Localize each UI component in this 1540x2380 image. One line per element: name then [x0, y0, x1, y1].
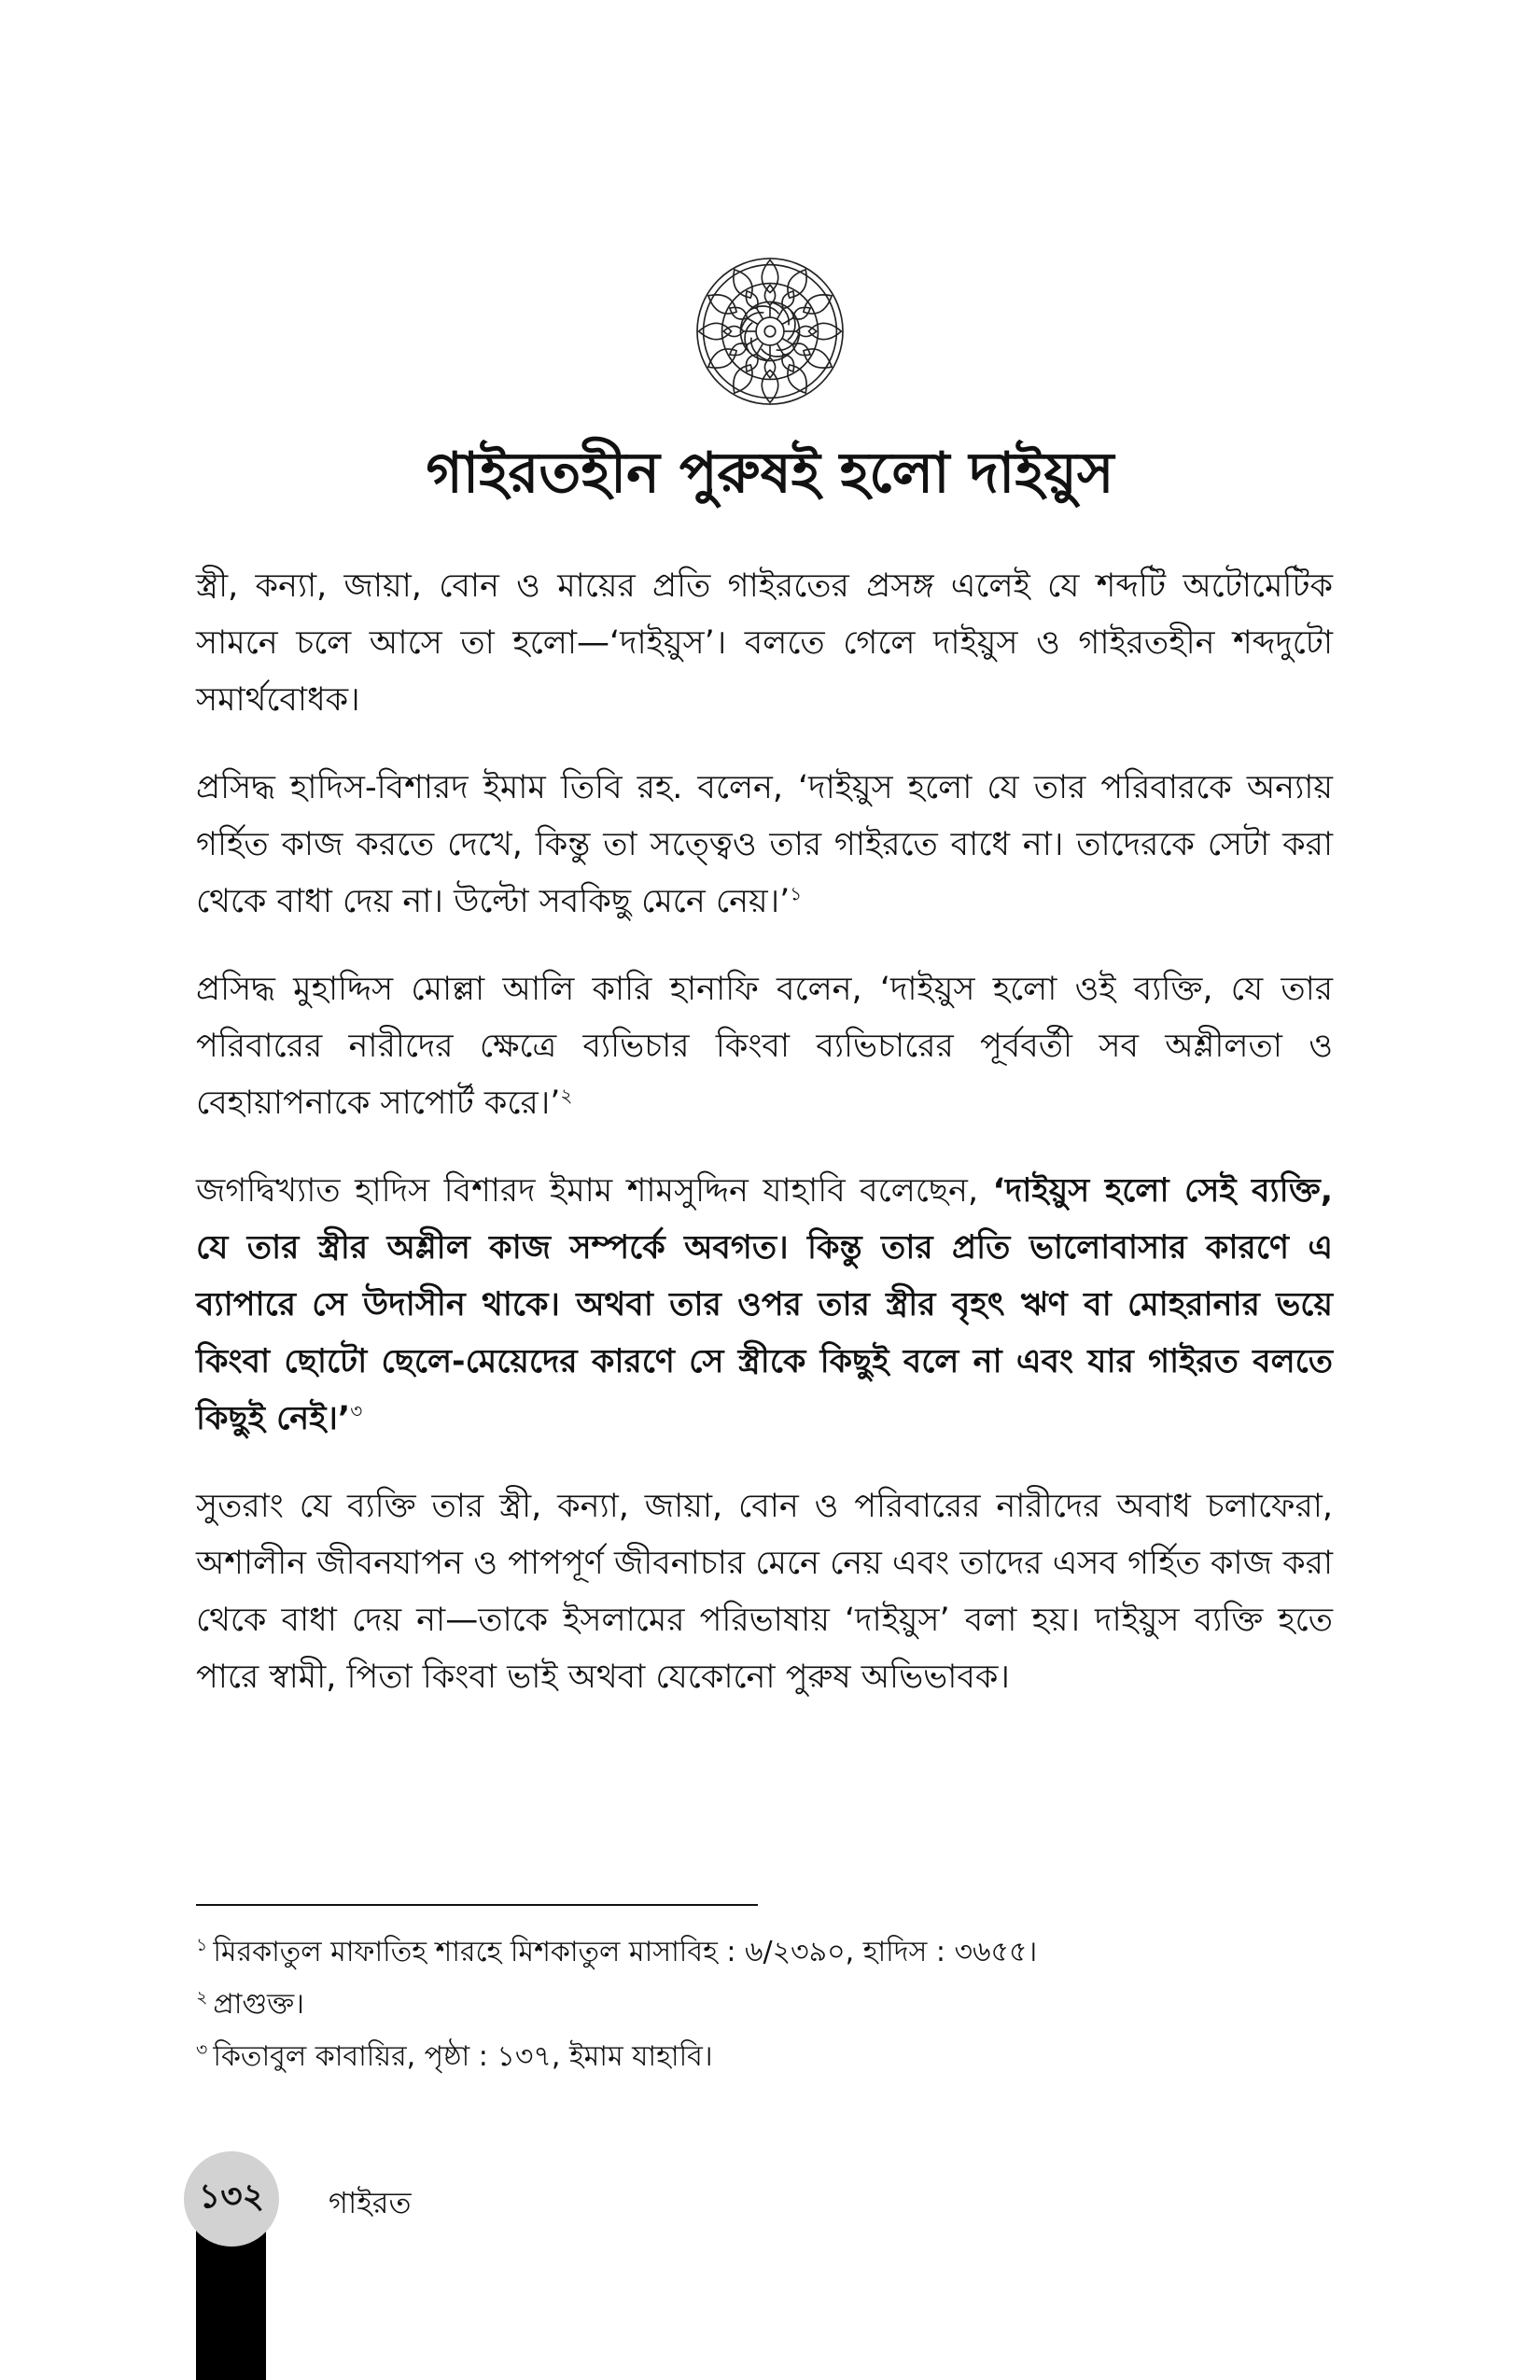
- footnote-divider: [196, 1904, 758, 1906]
- footnote-text: মিরকাতুল মাফাতিহ শারহে মিশকাতুল মাসাবিহ : ৬/২৩৯০, হাদিস : ৩৬৫৫।: [213, 1936, 1038, 1968]
- paragraph-3: [196, 961, 1333, 1132]
- footnote-ref-3: ৩: [350, 1399, 363, 1422]
- footnote-2: [196, 1979, 1333, 2031]
- running-head: গাইরত: [329, 2185, 412, 2220]
- footnote-mark: ২: [196, 1987, 208, 2008]
- footnote-ref-2: ২: [560, 1084, 573, 1107]
- footnote-1: [196, 1926, 1333, 1979]
- paragraph-2-text: প্রসিদ্ধ হাদিস-বিশারদ ইমাম তিবি রহ. বলেন, ‘দাইয়ুস হলো যে তার পরিবারকে অন্যায় গর্হিত কাজ করতে দেখে, কিন্তু তা সত্ত্বেও তার গাইরতে বাধে না। তাদেরকে সেটা করা থেকে বাধা দেয় না। উল্টো সবকিছু মেনে নেয়।’: [196, 769, 1333, 920]
- footnotes: [196, 1926, 1333, 2083]
- footnote-mark: ৩: [196, 2039, 208, 2060]
- paragraph-2: [196, 760, 1333, 931]
- paragraph-4-lead: জগদ্বিখ্যাত হাদিস বিশারদ ইমাম শামসুদ্দিন যাহাবি বলেছেন,: [196, 1172, 993, 1210]
- footnote-mark: ১: [196, 1935, 208, 1955]
- paragraph-4: [196, 1163, 1333, 1448]
- paragraph-3-text: প্রসিদ্ধ মুহাদ্দিস মোল্লা আলি কারি হানাফি বলেন, ‘দাইয়ুস হলো ওই ব্যক্তি, যে তার পরিবারের নারীদের ক্ষেত্রে ব্যভিচার কিংবা ব্যভিচারের পূর্ববর্তী সব অশ্লীলতা ও বেহায়াপনাকে সাপোর্ট করে।’: [196, 971, 1333, 1122]
- footnote-3: [196, 2031, 1333, 2083]
- footnote-text: প্রাগুক্ত।: [213, 1988, 304, 2021]
- body-text: [196, 558, 1333, 1737]
- paragraph-1: স্ত্রী, কন্যা, জায়া, বোন ও মায়ের প্রতি গাইরতের প্রসঙ্গ এলেই যে শব্দটি অটোমেটিক সামনে চলে আসে তা হলো—‘দাইয়ুস’। বলতে গেলে দাইয়ুস ও গাইরতহীন শব্দদুটো সমার্থবোধক।: [196, 567, 1333, 719]
- chapter-title: গাইরতহীন পুরুষই হলো দাইয়ুস: [426, 441, 1114, 506]
- mandala-ornament-icon: [693, 254, 847, 409]
- paragraph-5: সুতরাং যে ব্যক্তি তার স্ত্রী, কন্যা, জায়া, বোন ও পরিবারের নারীদের অবাধ চলাফেরা, অশালীন জীবনযাপন ও পাপপূর্ণ জীবনাচার মেনে নেয় এবং তাদের এসব গর্হিত কাজ করা থেকে বাধা দেয় না—তাকে ইসলামের পরিভাষায় ‘দাইয়ুস’ বলা হয়। দাইয়ুস ব্যক্তি হতে পারে স্বামী, পিতা কিংবা ভাই অথবা যেকোনো পুরুষ অভিভাবক।: [196, 1488, 1333, 1696]
- page-number: ১৩২: [184, 2151, 279, 2247]
- footnote-ref-1: ১: [790, 882, 803, 905]
- footnote-text: কিতাবুল কাবায়ির, পৃষ্ঠা : ১৩৭, ইমাম যাহাবি।: [213, 2040, 713, 2073]
- paragraph-4-quote: ‘দাইয়ুস হলো সেই ব্যক্তি, যে তার স্ত্রীর অশ্লীল কাজ সম্পর্কে অবগত। কিন্তু তার প্রতি ভালোবাসার কারণে এ ব্যাপারে সে উদাসীন থাকে। অথবা তার ওপর তার স্ত্রীর বৃহৎ ঋণ বা মোহরানার ভয়ে কিংবা ছোটো ছেলে-মেয়েদের কারণে সে স্ত্রীকে কিছুই বলে না এবং যার গাইরত বলতে কিছুই নেই।’: [196, 1172, 1333, 1437]
